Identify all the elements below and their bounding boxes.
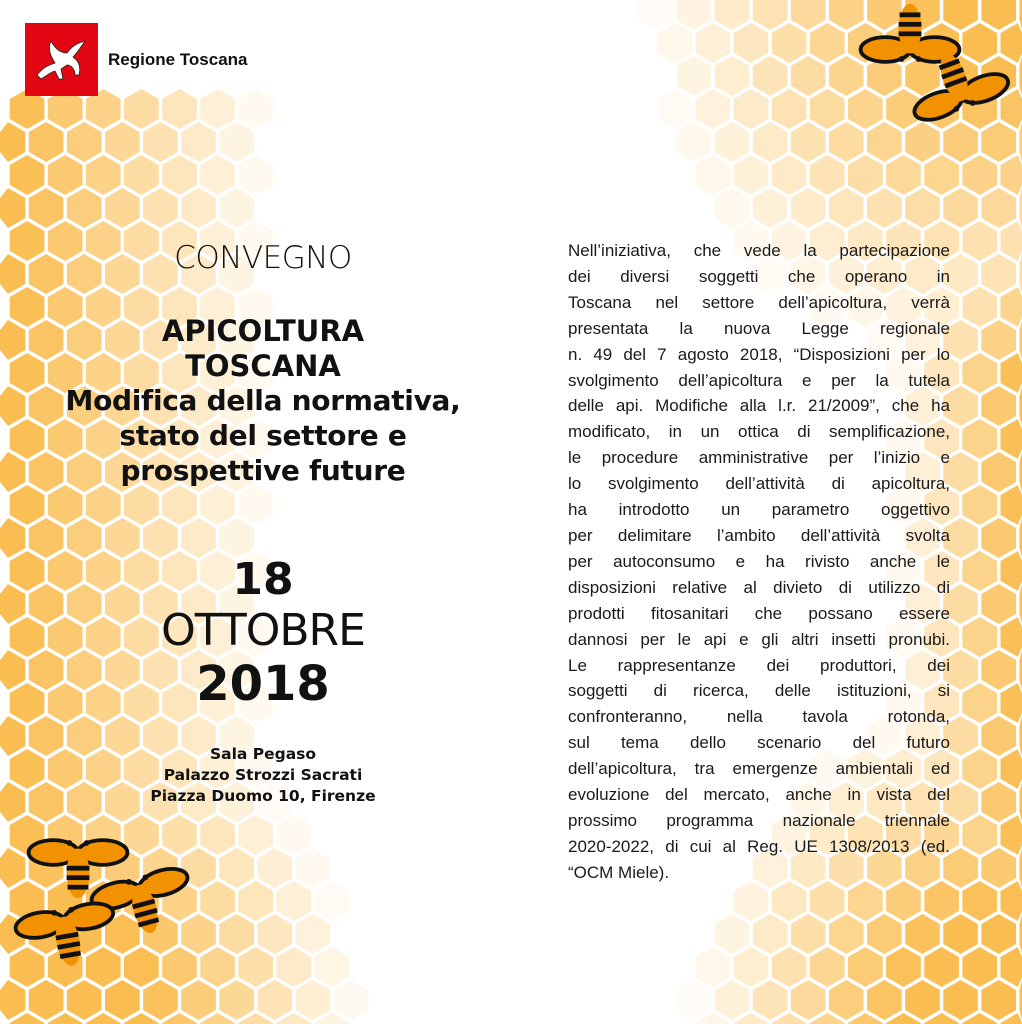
description-line: modificato, in un ottica di semplificazione, — [568, 422, 950, 442]
honeycomb-cell — [962, 221, 997, 261]
description-line: Nell’iniziativa, che vede la partecipazione — [568, 241, 950, 260]
honeycomb-cell — [67, 980, 102, 1020]
honeycomb-cell — [715, 188, 750, 228]
description-line: Toscana nel settore dell’apicoltura, verrà — [568, 292, 950, 312]
honeycomb-cell — [734, 881, 769, 921]
description-line: “OCM Miele). — [568, 862, 670, 882]
honeycomb-cell — [791, 56, 826, 96]
honeycomb-cell — [1001, 287, 1022, 327]
honeycomb-cell — [677, 0, 712, 30]
honeycomb-cell — [734, 947, 769, 987]
honeycomb-cell — [829, 56, 864, 96]
honeycomb-cell — [219, 188, 254, 228]
honeycomb-cell — [143, 188, 178, 228]
honeycomb-cell — [200, 881, 235, 921]
honeycomb-cell — [905, 122, 940, 162]
honeycomb-cell — [943, 980, 978, 1020]
honeycomb-cell — [86, 485, 121, 525]
honeycomb-cell — [1001, 881, 1022, 921]
honeycomb-cell — [981, 320, 1016, 360]
honeycomb-cell — [867, 980, 902, 1020]
honeycomb-cell — [1001, 485, 1022, 525]
honeycomb-cell — [924, 947, 959, 987]
honeycomb-cell — [734, 155, 769, 195]
event-year: 2018 — [196, 656, 330, 712]
honeycomb-cell — [200, 947, 235, 987]
event-venue — [20, 744, 506, 807]
honeycomb-cell — [124, 815, 159, 855]
venue-line: Sala Pegaso — [209, 745, 317, 763]
honeycomb-cell — [1001, 749, 1022, 789]
honeycomb-cell — [181, 980, 216, 1020]
honeycomb-cell — [1001, 617, 1022, 657]
honeycomb-cell — [639, 0, 674, 30]
honeycomb-cell — [238, 155, 273, 195]
honeycomb-cell — [962, 749, 997, 789]
regione-toscana-logo — [25, 23, 98, 96]
honeycomb-cell — [296, 848, 331, 888]
honeycomb-cell — [0, 188, 25, 228]
honeycomb-cell — [905, 980, 940, 1020]
honeycomb-cell — [981, 584, 1016, 624]
honeycomb-cell — [791, 0, 826, 30]
subtitle-line: Modifica della normativa, — [65, 384, 461, 417]
honeycomb-cell — [886, 947, 921, 987]
honeycomb-cell — [962, 881, 997, 921]
honeycomb-cell — [829, 980, 864, 1020]
honeycomb-cell — [219, 518, 254, 558]
event-description — [568, 238, 950, 886]
honeycomb-cell — [0, 980, 25, 1020]
honeycomb-cell — [296, 980, 331, 1020]
honeycomb-cell — [277, 881, 312, 921]
honeycomb-cell — [162, 89, 197, 129]
description-line: lo svolgimento dell’attività di apicoltura, — [568, 474, 950, 494]
honeycomb-cell — [848, 155, 883, 195]
event-kicker: CONVEGNO — [174, 240, 352, 276]
honeycomb-cell — [943, 188, 978, 228]
honeycomb-cell — [867, 914, 902, 954]
honeycomb-cell — [658, 89, 693, 129]
honeycomb-cell — [791, 122, 826, 162]
honeycomb-cell — [86, 155, 121, 195]
description-line: le procedure amministrative per l’inizio e — [568, 448, 950, 468]
honeycomb-cell — [753, 0, 788, 30]
brand-name: Regione Toscana — [108, 50, 248, 69]
honeycomb-cell — [86, 947, 121, 987]
honeycomb-cell — [219, 980, 254, 1020]
honeycomb-cell — [962, 617, 997, 657]
honeycomb-cell — [1001, 419, 1022, 459]
honeycomb-cell — [924, 881, 959, 921]
honeycomb-cell — [810, 23, 845, 63]
honeycomb-cell — [162, 947, 197, 987]
honeycomb-cell — [810, 947, 845, 987]
honeycomb-cell — [753, 914, 788, 954]
honeycomb-cell — [181, 188, 216, 228]
description-line: prossimo programma nazionale triennale — [568, 810, 950, 830]
honeycomb-cell — [829, 188, 864, 228]
honeycomb-cell — [810, 155, 845, 195]
honeycomb-cell — [10, 947, 45, 987]
honeycomb-cell — [791, 980, 826, 1020]
honeycomb-cell — [962, 23, 997, 63]
honeycomb-cell — [715, 0, 750, 30]
honeycomb-cell — [1001, 155, 1022, 195]
honeycomb-cell — [10, 155, 45, 195]
honeycomb-cell — [867, 0, 902, 30]
honeycomb-cell — [753, 980, 788, 1020]
honeycomb-cell — [943, 122, 978, 162]
honeycomb-cell — [772, 89, 807, 129]
honeycomb-cell — [905, 188, 940, 228]
event-day: 18 — [232, 554, 294, 605]
honeycomb-cell — [753, 188, 788, 228]
honeycomb-cell — [981, 386, 1016, 426]
honeycomb-cell — [810, 881, 845, 921]
honeycomb-cell — [219, 122, 254, 162]
honeycomb-cell — [1001, 89, 1022, 129]
honeycomb-cell — [829, 0, 864, 30]
honeycomb-cell — [162, 485, 197, 525]
description-line: disposizioni relative al divieto di utilizzo di — [568, 577, 950, 597]
description-line: Le rappresentanze dei produttori, dei — [568, 655, 950, 675]
venue-line: Piazza Duomo 10, Firenze — [150, 787, 376, 805]
honeycomb-cell — [29, 122, 64, 162]
honeycomb-cell — [981, 650, 1016, 690]
honeycomb-cell — [200, 815, 235, 855]
honeycomb-cell — [715, 56, 750, 96]
honeycomb-cell — [867, 188, 902, 228]
honeycomb-cell — [315, 947, 350, 987]
honeycomb-cell — [48, 485, 83, 525]
honeycomb-cell — [848, 881, 883, 921]
honeycomb-cell — [905, 914, 940, 954]
honeycomb-cell — [0, 122, 25, 162]
honeycomb-cell — [219, 848, 254, 888]
honeycomb-cell — [962, 815, 997, 855]
honeycomb-cell — [48, 155, 83, 195]
honeycomb-cell — [886, 881, 921, 921]
honeycomb-cell — [200, 89, 235, 129]
description-line: n. 49 del 7 agosto 2018, “Disposizioni per lo — [568, 344, 950, 364]
honeycomb-cell — [238, 89, 273, 129]
honeycomb-cell — [124, 485, 159, 525]
honeycomb-cell — [848, 89, 883, 129]
honeycomb-cell — [181, 518, 216, 558]
honeycomb-cell — [696, 947, 731, 987]
honeycomb-cell — [981, 122, 1016, 162]
honeycomb-cell — [143, 122, 178, 162]
honeycomb-cell — [277, 947, 312, 987]
honeycomb-cell — [1001, 23, 1022, 63]
honeycomb-cell — [257, 914, 292, 954]
description-line: dell’apicoltura, tra emergenze ambientali ed — [568, 759, 950, 779]
event-subtitle — [20, 383, 506, 488]
description-line: presentata la nuova Legge regionale — [568, 318, 950, 338]
event-title — [20, 314, 506, 384]
honeycomb-cell — [219, 914, 254, 954]
honeycomb-cell — [105, 518, 140, 558]
honeycomb-cell — [677, 122, 712, 162]
honeycomb-cell — [200, 485, 235, 525]
honeycomb-cell — [810, 89, 845, 129]
honeycomb-cell — [0, 518, 25, 558]
honeycomb-cell — [772, 881, 807, 921]
honeycomb-cell — [734, 89, 769, 129]
honeycomb-cell — [981, 848, 1016, 888]
description-line: prodotti fitosanitari che possano essere — [568, 603, 950, 623]
honeycomb-cell — [67, 188, 102, 228]
honeycomb-cell — [296, 914, 331, 954]
honeycomb-cell — [753, 56, 788, 96]
honeycomb-cell — [257, 848, 292, 888]
honeycomb-cell — [962, 155, 997, 195]
honeycomb-cell — [829, 914, 864, 954]
honeycomb-cell — [181, 122, 216, 162]
honeycomb-cell — [277, 815, 312, 855]
honeycomb-cell — [981, 188, 1016, 228]
honeycomb-cell — [696, 155, 731, 195]
honeycomb-cell — [829, 122, 864, 162]
honeycomb-cell — [105, 122, 140, 162]
honeycomb-cell — [791, 188, 826, 228]
honeycomb-cell — [143, 518, 178, 558]
honeycomb-cell — [1001, 815, 1022, 855]
description-line: confronteranno, nella tavola rotonda, — [568, 707, 950, 727]
honeycomb-cell — [67, 122, 102, 162]
honeycomb-cell — [1001, 947, 1022, 987]
honeycomb-cell — [962, 947, 997, 987]
honeycomb-cell — [105, 188, 140, 228]
description-line: evoluzione del mercato, anche in vista del — [568, 785, 950, 805]
honeycomb-cell — [1001, 353, 1022, 393]
honeycomb-cell — [981, 782, 1016, 822]
title-line: TOSCANA — [185, 349, 341, 383]
honeycomb-cell — [772, 155, 807, 195]
honeycomb-cell — [124, 947, 159, 987]
description-line: dannosi per le api e gli altri insetti pronubi. — [568, 629, 950, 649]
honeycomb-cell — [981, 716, 1016, 756]
honeycomb-cell — [943, 914, 978, 954]
honeycomb-cell — [715, 980, 750, 1020]
honeycomb-cell — [29, 188, 64, 228]
honeycomb-cell — [238, 881, 273, 921]
honeycomb-cell — [257, 980, 292, 1020]
description-line: 2020-2022, di cui al Reg. UE 1308/2013 (ed. — [568, 836, 950, 856]
title-line: APICOLTURA — [161, 314, 365, 348]
honeycomb-cell — [924, 155, 959, 195]
honeycomb-cell — [848, 947, 883, 987]
honeycomb-cell — [696, 23, 731, 63]
honeycomb-cell — [772, 947, 807, 987]
description-line: sul tema dello scenario del futuro — [568, 733, 950, 753]
honeycomb-cell — [1001, 683, 1022, 723]
description-line: soggetti di ricerca, delle istituzioni, si — [568, 681, 950, 701]
description-line: ha introdotto un parametro oggettivo — [568, 500, 950, 520]
venue-line: Palazzo Strozzi Sacrati — [163, 766, 363, 784]
honeycomb-cell — [943, 0, 978, 30]
honeycomb-cell — [677, 56, 712, 96]
honeycomb-cell — [981, 518, 1016, 558]
honeycomb-cell — [29, 518, 64, 558]
honeycomb-cell — [981, 914, 1016, 954]
honeycomb-cell — [981, 452, 1016, 492]
honeycomb-cell — [867, 122, 902, 162]
honeycomb-cell — [715, 914, 750, 954]
honeycomb-cell — [162, 815, 197, 855]
honeycomb-cell — [696, 89, 731, 129]
honeycomb-cell — [886, 155, 921, 195]
honeycomb-cell — [10, 485, 45, 525]
description-line: delle api. Modifiche alla l.r. 21/2009”, che ha — [568, 396, 950, 416]
description-line: per autoconsumo e ha rivisto anche le — [568, 551, 950, 571]
honeycomb-cell — [677, 980, 712, 1020]
honeycomb-cell — [753, 122, 788, 162]
honeycomb-cell — [1001, 221, 1022, 261]
honeycomb-cell — [334, 980, 369, 1020]
honeycomb-cell — [981, 254, 1016, 294]
honeycomb-cell — [200, 155, 235, 195]
description-line: svolgimento dell’apicoltura e per la tutela — [568, 370, 950, 390]
description-line: per delimitare l’ambito dell’attività svolta — [568, 525, 950, 545]
honeycomb-cell — [0, 848, 25, 888]
honeycomb-cell — [162, 155, 197, 195]
honeycomb-cell — [124, 89, 159, 129]
honeycomb-cell — [238, 947, 273, 987]
honeycomb-cell — [962, 485, 997, 525]
honeycomb-cell — [981, 0, 1016, 30]
honeycomb-cell — [962, 683, 997, 723]
description-line: dei diversi soggetti che operano in — [568, 266, 950, 286]
honeycomb-cell — [658, 23, 693, 63]
honeycomb-cell — [962, 419, 997, 459]
honeycomb-cell — [181, 914, 216, 954]
honeycomb-cell — [962, 551, 997, 591]
honeycomb-cell — [105, 980, 140, 1020]
honeycomb-cell — [29, 980, 64, 1020]
honeycomb-cell — [238, 815, 273, 855]
event-month: OTTOBRE — [161, 605, 365, 656]
honeycomb-cell — [734, 23, 769, 63]
subtitle-line: prospettive future — [120, 454, 406, 487]
honeycomb-cell — [67, 518, 102, 558]
honeycomb-cell — [124, 155, 159, 195]
honeycomb-cell — [981, 980, 1016, 1020]
honeycomb-cell — [143, 980, 178, 1020]
honeycomb-cell — [962, 353, 997, 393]
honeycomb-cell — [791, 914, 826, 954]
honeycomb-cell — [715, 122, 750, 162]
pegasus-icon — [25, 23, 98, 96]
honeycomb-cell — [1001, 551, 1022, 591]
honeycomb-cell — [315, 881, 350, 921]
honeycomb-cell — [772, 23, 807, 63]
honeycomb-cell — [962, 287, 997, 327]
subtitle-line: stato del settore e — [119, 419, 407, 452]
honeycomb-cell — [238, 485, 273, 525]
